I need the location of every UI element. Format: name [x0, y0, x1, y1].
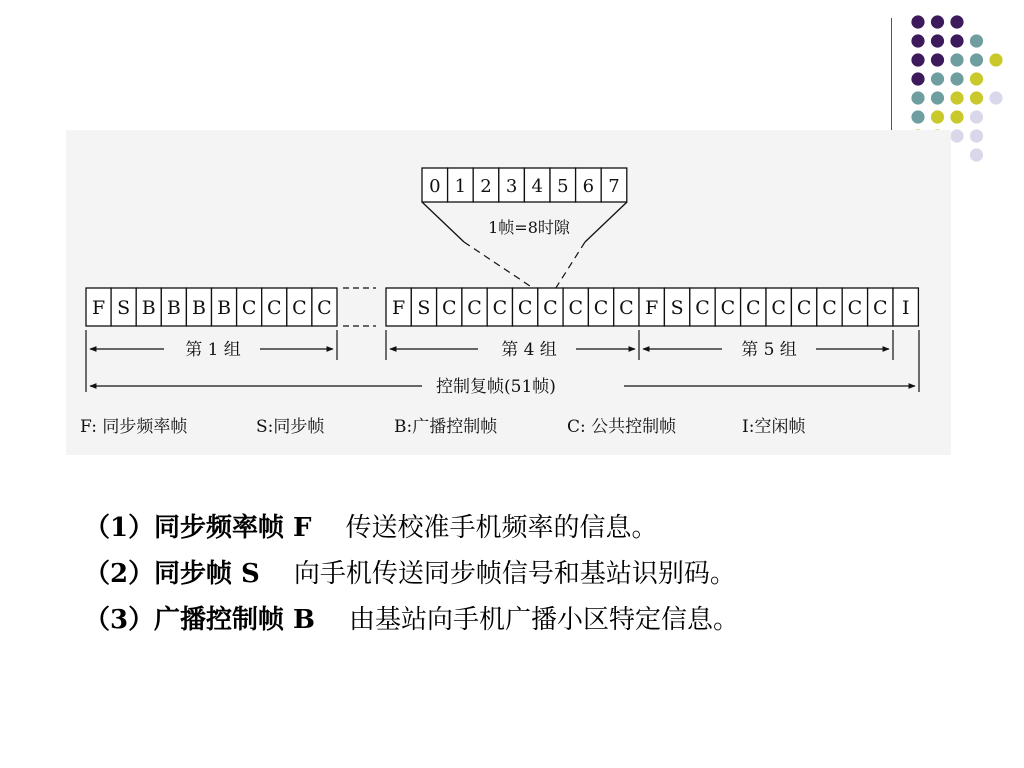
svg-text:I: I: [901, 297, 910, 319]
note-sync-frame: [84, 551, 984, 597]
decorative-dot: [970, 53, 983, 66]
svg-text:5: 5: [557, 176, 569, 197]
note-number: （3）: [84, 605, 155, 635]
note-term: 同步帧 S: [154, 559, 260, 589]
svg-text:B: B: [141, 297, 156, 319]
decorative-dot: [911, 72, 924, 85]
svg-text:6: 6: [582, 176, 595, 197]
frame-cell-f: [86, 288, 111, 326]
frame-cell-c: [563, 288, 588, 326]
legend-f: F: 同步频率帧: [80, 417, 188, 437]
frame-cell-c: [741, 288, 766, 326]
frame-note: 1帧=8时隙: [488, 218, 570, 237]
group1-label: 第 1 组: [185, 340, 241, 360]
decorative-dot: [950, 34, 963, 47]
legend-c: C: 公共控制帧: [567, 417, 677, 437]
svg-text:1: 1: [454, 176, 467, 197]
svg-text:S: S: [417, 297, 431, 319]
decorative-dot: [950, 15, 963, 28]
decorative-dot: [989, 91, 1002, 104]
svg-text:C: C: [543, 297, 558, 319]
frame-cell-b: [212, 288, 237, 326]
frame-cell-c: [513, 288, 538, 326]
time-slot: [499, 168, 525, 202]
decorative-dot: [950, 72, 963, 85]
svg-text:4: 4: [531, 176, 543, 197]
decorative-dot: [931, 15, 944, 28]
frame-cell-c: [614, 288, 639, 326]
decorative-dot: [950, 91, 963, 104]
frame-cell-c: [287, 288, 312, 326]
note-number: （1）: [84, 513, 155, 543]
time-slot: [576, 168, 602, 202]
svg-text:C: C: [822, 297, 837, 319]
decorative-divider-line: [891, 18, 892, 130]
decorative-dot: [970, 91, 983, 104]
decorative-dot: [950, 53, 963, 66]
note-description: 传送校准手机频率的信息。: [345, 513, 658, 543]
group-5-frames: [639, 288, 918, 326]
note-term: 广播控制帧 B: [154, 605, 316, 635]
decorative-dot: [931, 91, 944, 104]
svg-text:C: C: [796, 297, 812, 319]
svg-text:C: C: [568, 297, 584, 319]
frame-cell-c: [868, 288, 893, 326]
svg-text:3: 3: [505, 176, 518, 197]
svg-text:C: C: [492, 297, 508, 319]
svg-text:C: C: [873, 297, 888, 319]
decorative-dot: [970, 72, 983, 85]
zoom-dashed-right: [552, 242, 585, 294]
svg-text:C: C: [241, 297, 257, 319]
decorative-dot: [911, 15, 924, 28]
svg-text:B: B: [191, 297, 206, 319]
legend-b: B:广播控制帧: [394, 417, 498, 437]
svg-text:F: F: [392, 297, 406, 319]
note-description: 由基站向手机广播小区特定信息。: [349, 605, 740, 635]
frame-cell-s: [664, 288, 689, 326]
frame-cell-f: [639, 288, 664, 326]
svg-text:C: C: [619, 297, 634, 319]
frame-cell-c: [817, 288, 842, 326]
note-broadcast-control-frame: [84, 597, 984, 643]
frame-cell-c: [312, 288, 337, 326]
decorative-dot: [931, 110, 944, 123]
frame-cell-c: [791, 288, 816, 326]
note-sync-frequency-frame: [84, 505, 984, 551]
svg-text:C: C: [695, 297, 710, 319]
frame-cell-c: [437, 288, 462, 326]
decorative-dot: [931, 34, 944, 47]
group-4-frames: [386, 288, 639, 326]
svg-text:0: 0: [429, 176, 441, 197]
time-slot: [550, 168, 576, 202]
frame-cell-b: [136, 288, 161, 326]
decorative-dot: [970, 129, 983, 142]
group5-label: 第 5 组: [741, 340, 797, 360]
frame-cell-c: [487, 288, 512, 326]
time-slot-row: [422, 168, 627, 202]
frame-cell-c: [766, 288, 791, 326]
decorative-dot: [931, 53, 944, 66]
frame-cell-c: [690, 288, 715, 326]
multiframe-label: 控制复帧(51帧): [436, 377, 556, 397]
legend-s: S:同步帧: [256, 417, 325, 437]
frame-cell-c: [842, 288, 867, 326]
diagram-canvas: [66, 130, 951, 455]
svg-text:S: S: [670, 297, 684, 319]
svg-text:C: C: [441, 297, 457, 319]
time-slot: [448, 168, 474, 202]
svg-text:F: F: [91, 297, 106, 319]
decorative-dot: [970, 34, 983, 47]
decorative-dot: [950, 110, 963, 123]
frame-cell-s: [411, 288, 436, 326]
decorative-dot: [911, 91, 924, 104]
group-1-frames: [86, 288, 337, 326]
legend-i: I:空闲帧: [742, 417, 806, 437]
svg-text:S: S: [117, 297, 131, 319]
note-description: 向手机传送同步帧信号和基站识别码。: [293, 559, 736, 589]
svg-text:B: B: [166, 297, 181, 319]
frame-cell-s: [111, 288, 136, 326]
decorative-dot: [950, 129, 963, 142]
svg-text:2: 2: [480, 176, 492, 197]
svg-text:C: C: [517, 297, 533, 319]
time-slot: [601, 168, 627, 202]
decorative-dot: [911, 53, 924, 66]
svg-text:C: C: [467, 297, 482, 319]
frame-cell-c: [715, 288, 740, 326]
svg-text:C: C: [292, 297, 307, 319]
time-slot: [473, 168, 499, 202]
decorative-dot: [989, 53, 1002, 66]
svg-text:C: C: [746, 297, 761, 319]
frame-cell-i: [893, 288, 918, 326]
group4-label: 第 4 组: [501, 340, 557, 360]
frame-cell-c: [462, 288, 487, 326]
svg-text:C: C: [771, 297, 786, 319]
decorative-dot: [970, 110, 983, 123]
zoom-outline-left: [422, 202, 464, 242]
zoom-outline-right: [585, 202, 627, 242]
decorative-dot: [931, 72, 944, 85]
svg-text:C: C: [266, 297, 282, 319]
zoom-dashed-left: [464, 242, 542, 294]
frame-cell-f: [386, 288, 411, 326]
svg-text:C: C: [720, 297, 736, 319]
frame-cell-c: [262, 288, 287, 326]
svg-text:C: C: [593, 297, 609, 319]
frame-cell-b: [161, 288, 186, 326]
note-number: （2）: [84, 559, 155, 589]
time-slot: [422, 168, 448, 202]
frame-cell-c: [538, 288, 563, 326]
gsm-control-multiframe-diagram: [66, 130, 951, 455]
svg-text:C: C: [317, 297, 332, 319]
frame-cell-c: [237, 288, 262, 326]
notes-list: [84, 505, 984, 643]
frame-cell-c: [588, 288, 613, 326]
svg-text:7: 7: [608, 176, 620, 197]
decorative-dot: [970, 148, 983, 161]
svg-text:F: F: [645, 297, 659, 319]
svg-text:C: C: [847, 297, 863, 319]
decorative-dot: [911, 110, 924, 123]
svg-text:B: B: [217, 297, 232, 319]
time-slot: [524, 168, 550, 202]
decorative-dot: [911, 34, 924, 47]
note-term: 同步频率帧 F: [154, 513, 312, 543]
frame-cell-b: [186, 288, 211, 326]
